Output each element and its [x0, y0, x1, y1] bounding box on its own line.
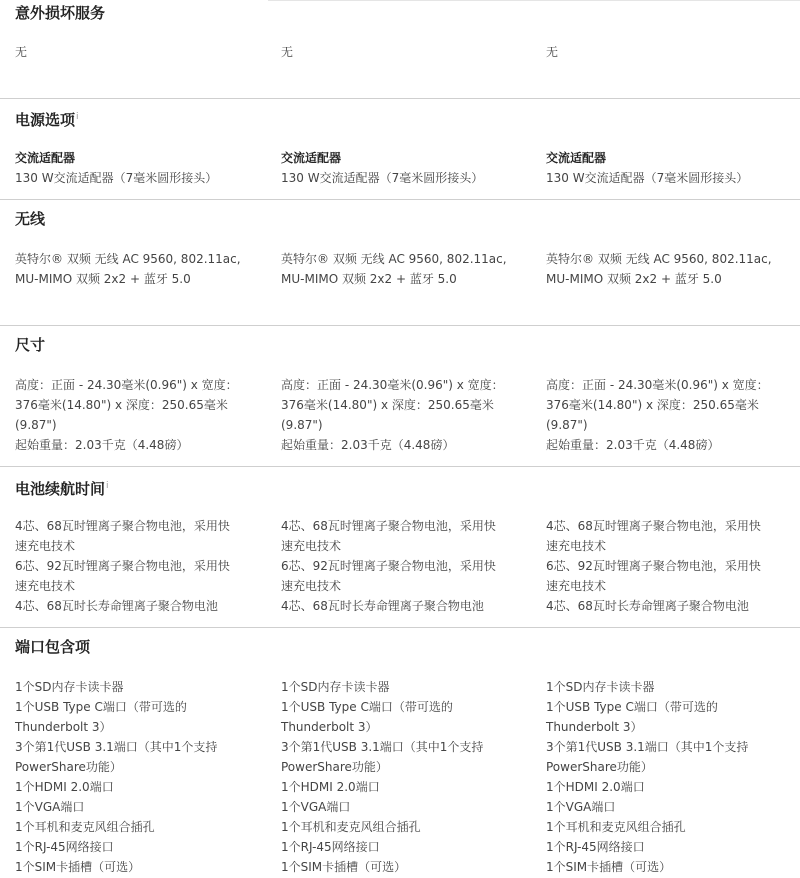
power-value: 130 W交流适配器（7毫米圆形接头） [281, 171, 484, 185]
section-divider [0, 98, 800, 99]
ports-col-3 [546, 677, 796, 877]
section-title-dimensions: 尺寸 [15, 336, 46, 354]
section-title-power: 电源选项$^i$ [15, 111, 79, 129]
port-item: 1个SIM卡插槽（可选） [281, 860, 407, 874]
section-title-wireless: 无线 [15, 210, 46, 228]
section-title-accidental-damage: 意外损坏服务 [15, 4, 106, 22]
info-icon[interactable]: i [76, 112, 79, 122]
port-item: 1个USB Type C端口（带可选的 [281, 700, 453, 714]
damage-value: 无 [546, 45, 559, 59]
dimensions-col-3: 高度：正面 - 24.30毫米(0.96") x 宽度： 376毫米(14.80") x 深度：250.65毫米 (9.87") 起始重量：2.03千克（4.48磅） [546, 378, 769, 452]
battery-col-2: 4芯、68瓦时锂离子聚合物电池，采用快 速充电技术 6芯、92瓦时锂离子聚合物电池，采用快 速充电技术 4芯、68瓦时长寿命锂离子聚合物电池 [281, 519, 496, 613]
port-item: 1个耳机和麦克风组合插孔 [546, 820, 686, 834]
port-item: 1个HDMI 2.0端口 [15, 780, 114, 794]
damage-col-2 [281, 42, 531, 62]
section-divider [0, 627, 800, 628]
damage-col-1 [15, 42, 265, 62]
battery-col-3: 4芯、68瓦时锂离子聚合物电池，采用快 速充电技术 6芯、92瓦时锂离子聚合物电池，采用快 速充电技术 4芯、68瓦时长寿命锂离子聚合物电池 [546, 519, 761, 613]
port-item: 3个第1代USB 3.1端口（其中1个支持 [15, 740, 218, 754]
info-icon[interactable]: i [106, 481, 109, 491]
section-wireless [0, 199, 800, 325]
port-item: 1个SIM卡插槽（可选） [546, 860, 672, 874]
section-ports [0, 627, 800, 878]
battery-col-1: 4芯、68瓦时锂离子聚合物电池，采用快 速充电技术 6芯、92瓦时锂离子聚合物电池，采用快 速充电技术 4芯、68瓦时长寿命锂离子聚合物电池 [15, 519, 230, 613]
dimensions-col-1: 高度：正面 - 24.30毫米(0.96") x 宽度： 376毫米(14.80") x 深度：250.65毫米 (9.87") 起始重量：2.03千克（4.48磅） [15, 378, 238, 452]
wireless-col-2: 英特尔® 双频 无线 AC 9560, 802.11ac, MU-MIMO 双频 2x2 + 蓝牙 5.0 [281, 252, 507, 286]
section-title-battery: 电池续航时间$^i$ [15, 480, 109, 498]
power-label: 交流适配器 [15, 151, 76, 165]
port-item: 1个USB Type C端口（带可选的 [546, 700, 718, 714]
port-item: 1个RJ-45网络接口 [546, 840, 645, 854]
wireless-col-1: 英特尔® 双频 无线 AC 9560, 802.11ac, MU-MIMO 双频 2x2 + 蓝牙 5.0 [15, 252, 241, 286]
port-item: PowerShare功能） [281, 760, 388, 774]
power-col-2 [281, 148, 531, 188]
port-item: PowerShare功能） [546, 760, 653, 774]
port-item: 1个SD内存卡读卡器 [15, 680, 124, 694]
damage-col-3 [546, 42, 796, 62]
port-item: 1个VGA端口 [546, 800, 616, 814]
port-item: PowerShare功能） [15, 760, 122, 774]
wireless-col-3: 英特尔® 双频 无线 AC 9560, 802.11ac, MU-MIMO 双频 2x2 + 蓝牙 5.0 [546, 252, 772, 286]
section-battery [0, 466, 800, 627]
port-item: Thunderbolt 3） [281, 720, 378, 734]
port-item: 1个SIM卡插槽（可选） [15, 860, 141, 874]
ports-col-2 [281, 677, 531, 877]
section-title-ports: 端口包含项 [15, 638, 91, 656]
section-divider [0, 466, 800, 467]
section-divider [0, 199, 800, 200]
ports-col-1 [15, 677, 265, 877]
port-item: 1个耳机和麦克风组合插孔 [281, 820, 421, 834]
section-power [0, 98, 800, 199]
damage-value: 无 [281, 45, 294, 59]
port-item: 1个VGA端口 [15, 800, 85, 814]
port-item: 1个RJ-45网络接口 [15, 840, 114, 854]
port-item: 1个耳机和麦克风组合插孔 [15, 820, 155, 834]
power-label: 交流适配器 [281, 151, 342, 165]
port-item: 1个USB Type C端口（带可选的 [15, 700, 187, 714]
port-item: Thunderbolt 3） [546, 720, 643, 734]
port-item: 1个VGA端口 [281, 800, 351, 814]
port-item: 1个SD内存卡读卡器 [546, 680, 655, 694]
power-col-1 [15, 148, 265, 188]
section-accidental-damage [0, 0, 800, 98]
power-col-3 [546, 148, 796, 188]
damage-value: 无 [15, 45, 28, 59]
port-item: 3个第1代USB 3.1端口（其中1个支持 [546, 740, 749, 754]
port-item: 1个HDMI 2.0端口 [281, 780, 380, 794]
power-label: 交流适配器 [546, 151, 607, 165]
section-dimensions [0, 325, 800, 466]
section-divider [0, 325, 800, 326]
power-value: 130 W交流适配器（7毫米圆形接头） [15, 171, 218, 185]
port-item: Thunderbolt 3） [15, 720, 112, 734]
dimensions-col-2: 高度：正面 - 24.30毫米(0.96") x 宽度： 376毫米(14.80") x 深度：250.65毫米 (9.87") 起始重量：2.03千克（4.48磅） [281, 378, 504, 452]
port-item: 1个RJ-45网络接口 [281, 840, 380, 854]
port-item: 3个第1代USB 3.1端口（其中1个支持 [281, 740, 484, 754]
port-item: 1个SD内存卡读卡器 [281, 680, 390, 694]
power-value: 130 W交流适配器（7毫米圆形接头） [546, 171, 749, 185]
port-item: 1个HDMI 2.0端口 [546, 780, 645, 794]
